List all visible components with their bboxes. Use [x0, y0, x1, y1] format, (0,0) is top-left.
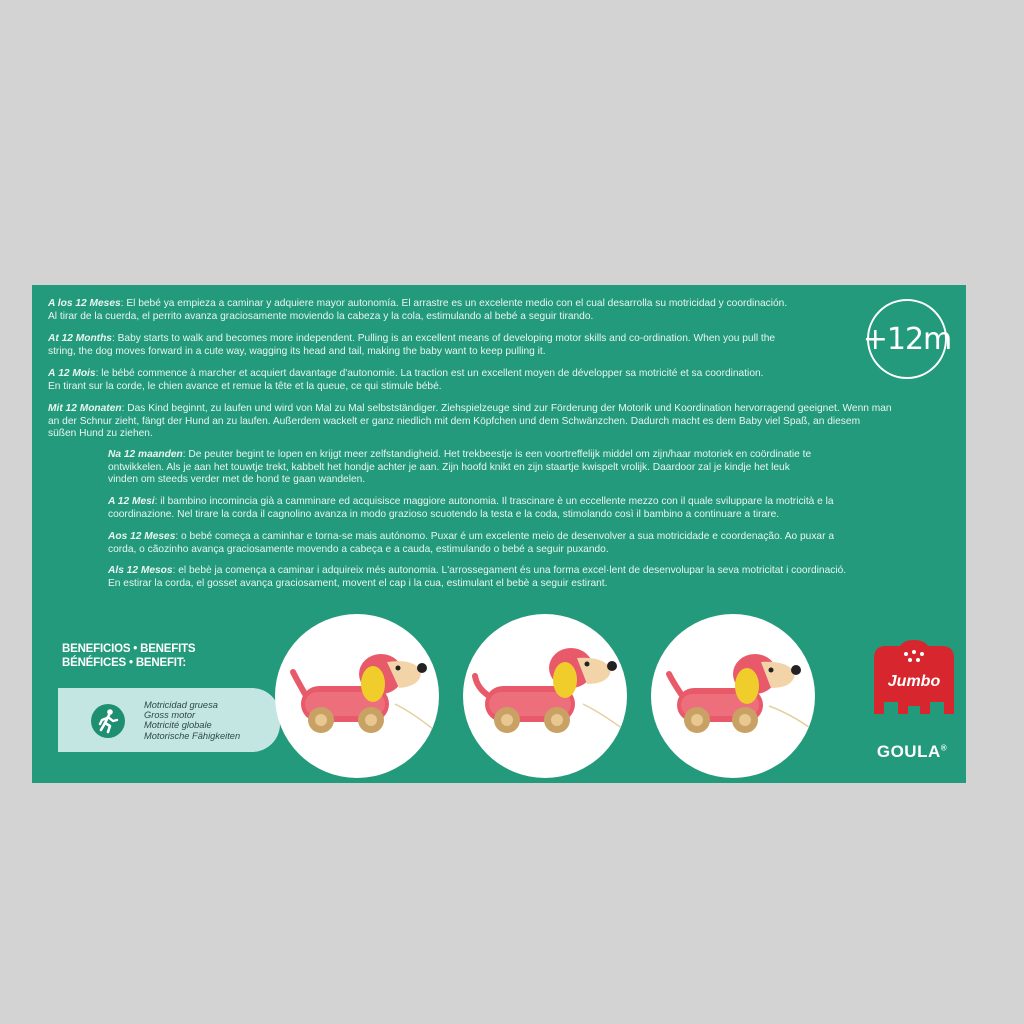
paragraph-es	[48, 298, 858, 323]
paragraph-fr-lead: À 12 Mois	[48, 368, 96, 379]
pull-dog-toy-icon	[275, 614, 439, 778]
paragraph-es-lead: A los 12 Meses	[48, 298, 121, 309]
paragraph-pt-line-2: corda, o cãozinho avança graciosamente movendo a cabeça e a cauda, estimulando o bebé a seguir puxando.	[108, 543, 609, 555]
paragraph-en	[48, 333, 858, 358]
paragraph-it	[108, 496, 954, 521]
paragraph-nl	[108, 449, 954, 487]
benefits-title-line-1: BENEFICIOS • BENEFITS	[62, 643, 196, 655]
paragraph-es-line-1: A los 12 Meses: El bebé ya empieza a caminar y adquiere mayor autonomía. El arrastre es un excelente medio con el cual desarrolla su motricidad y coordinación.	[48, 298, 788, 309]
paragraph-nl-lead: Na 12 maanden	[108, 449, 183, 460]
paragraph-fr-line-1: À 12 Mois: le bébé commence à marcher et acquiert davantage d'autonomie. La traction est un excellent moyen de développer sa motricité et sa coordination.	[48, 368, 764, 379]
paragraph-it-line-1: A 12 Mesi: il bambino incomincia già a camminare ed acquisisce maggiore autonomia. Il trascinare è un eccellente mezzo con il quale sviluppare la motricità e la	[108, 496, 834, 507]
pull-dog-toy-icon	[463, 614, 627, 778]
benefit-item: Motricité globale	[144, 720, 212, 731]
product-box-back	[32, 285, 966, 783]
paragraph-de-line-1: Mit 12 Monaten: Das Kind beginnt, zu laufen und wird von Mal zu Mal selbstständiger. Ziehspielzeuge sind zur Förderung der Motorik und Koordination hervorragend geeignet. Wenn man	[48, 403, 892, 414]
paragraph-ca-lead: Als 12 Mesos	[108, 565, 173, 576]
pull-dog-toy-icon	[651, 614, 815, 778]
paragraph-pt-lead: Aos 12 Meses	[108, 531, 176, 542]
paragraph-de-line-2: an der Schnur zieht, fängt der Hund an zu laufen. Außerdem wackelt er ganz niedlich mit dem Köpfchen und dem Schwänzchen. Dadurch macht es dem Baby viel Spaß, an diesem	[48, 415, 861, 427]
age-badge: +12m	[867, 299, 947, 379]
toy-photo-2	[463, 614, 627, 778]
toy-photo-1	[275, 614, 439, 778]
paragraph-de-line-3: süßen Hund zu ziehen.	[48, 428, 153, 439]
paragraph-de-lead: Mit 12 Monaten	[48, 403, 122, 414]
walking-person-icon	[91, 704, 125, 738]
paragraph-es-line-2: Al tirar de la cuerda, el perrito avanza graciosamente moviendo la cabeza y la cola, estimulando al bebé a seguir tirando.	[48, 310, 594, 322]
paragraph-nl-line-1: Na 12 maanden: De peuter begint te lopen en krijgt meer zelfstandigheid. Het trekbeestje is een voortreffelijk middel om zijn/haar motoriek en coördinatie te	[108, 449, 812, 460]
registered-mark: ®	[940, 743, 948, 753]
paragraph-en-line-1: At 12 Months: Baby starts to walk and becomes more independent. Pulling is an excellent means of developing motor skills and co-ordination. When you pull the	[48, 333, 776, 344]
benefit-item: Motricidad gruesa	[144, 700, 218, 710]
benefits-title	[62, 642, 195, 670]
paragraph-it-lead: A 12 Mesi	[108, 496, 155, 507]
toy-photo-3	[651, 614, 815, 778]
paragraph-pt-line-1: Aos 12 Meses: o bebé começa a caminhar e torna-se mais autónomo. Puxar é um excelente meio de desenvolver a sua motricidade e coordenação. Ao puxar a	[108, 531, 834, 542]
paragraph-de	[48, 403, 954, 441]
paragraph-en-line-2: string, the dog moves forward in a cute way, wagging its head and tail, making the baby want to keep pulling it.	[48, 345, 546, 357]
paragraph-nl-line-3: vinden om steeds verder met de hond te gaan wandelen.	[108, 474, 366, 485]
benefit-item: Gross motor	[144, 710, 196, 721]
paragraph-fr	[48, 368, 858, 393]
jumbo-logo-text: Jumbo	[887, 673, 941, 690]
benefit-card	[58, 688, 280, 752]
paragraph-pt	[108, 531, 954, 556]
paragraph-nl-line-2: ontwikkelen. Als je aan het touwtje trekt, kabbelt het hondje achter je aan. Zijn hoofd knikt en zijn staartje kwispelt vrolijk. Daardoor zal je kindje het leuk	[108, 461, 790, 473]
paragraph-it-line-2: coordinazione. Nel tirare la corda il cagnolino avanza in modo grazioso scuotendo la testa e la coda, stimolando così il bambino a continuare a tirare.	[108, 508, 780, 520]
paragraph-en-lead: At 12 Months	[48, 333, 112, 344]
benefits-title-line-2: BÉNÉFICES • BENEFIT:	[62, 657, 186, 669]
paragraph-fr-line-2: En tirant sur la corde, le chien avance et remue la tête et la queue, ce qui stimule bébé.	[48, 380, 442, 392]
brand-name: GOULA®	[876, 742, 948, 761]
paragraph-ca-line-2: En estirar la corda, el gosset avança graciosament, movent el cap i la cua, estimulant el bebè a seguir estirant.	[108, 577, 608, 589]
benefit-list	[144, 700, 240, 741]
benefit-item: Motorische Fähigkeiten	[144, 730, 241, 741]
paragraph-ca-line-1: Als 12 Mesos: el bebè ja comença a caminar i adquireix més autonomia. L'arrossegament és una forma excel·lent de desenvolupar la seva motricitat i coordinació.	[108, 565, 847, 576]
paragraph-ca	[108, 565, 954, 590]
